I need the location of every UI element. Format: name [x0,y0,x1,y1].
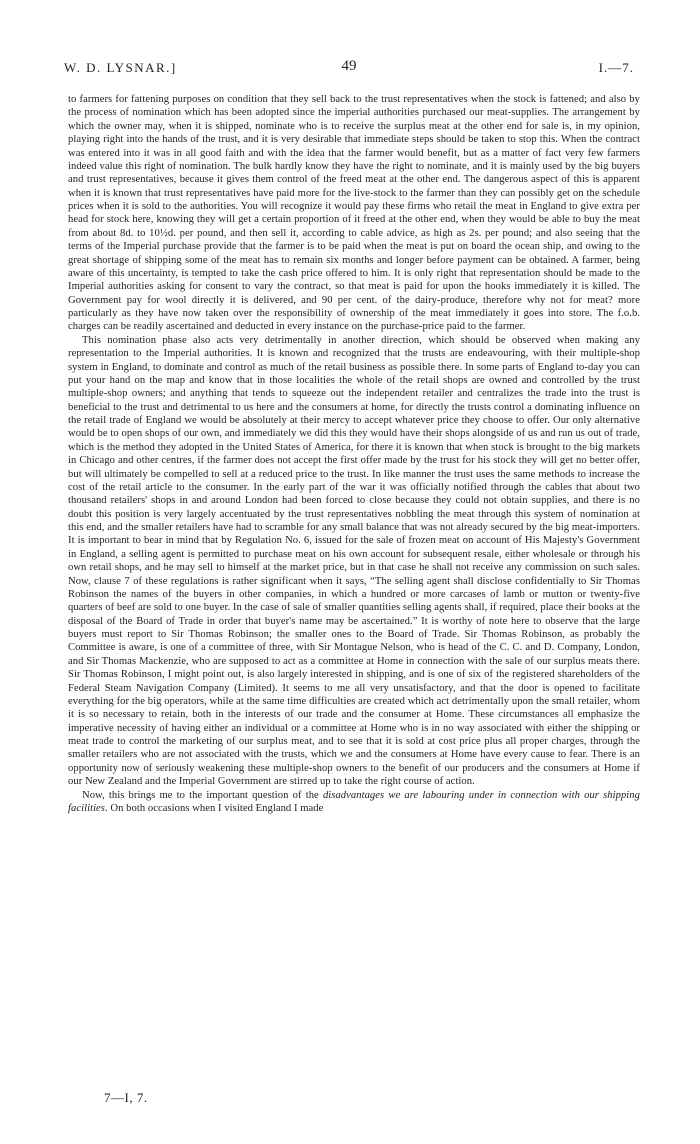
page-header [64,60,634,80]
paragraph-3-text-before: Now, this brings me to the important question of the [82,789,323,801]
paragraph-3 [68,789,640,816]
body-text [68,93,640,815]
paragraph-3-text-after: . On both occasions when I visited England I made [104,802,324,814]
paragraph-2: This nomination phase also acts very detrimentally in another direction, which should be observed when making any representation to the Imperial authorities. It is known and recognized that the trusts are endeavouring, with their multiple-shop system in England, to dominate and control as much of the retail business as possible there. In some parts of England to-day you can put your hand on the map and know that in those localities the whole of the retail shops are owned and controlled by the trust multiple-shop owners; and anything that tends to squeeze out the independent retailer and centralizes the trade into the trust is beneficial to the trust and detrimental to us here and the consumers at home, for directly the trusts control a dominating influence on the retail trade of England we would be absolutely at their mercy to accept whatever price they choose to offer. Our only alternative would be to open shops of our own, and immediately we did this they would have their shops alongside of us and run us out of trade, which is the method they adopted in the United States of America, for there it is known that when stock is brought to the big markets in Chicago and other centres, if the farmer does not accept the first offer made by the trust for his stock they will get no better offer, but will ultimately be compelled to sell at a reduced price to the trust. In like manner the trust uses the same methods to increase the cost of the retail article to the consumer. In the early part of the war it was officially notified through the cables that about two thousand retailers' shops in and around London had been forced to close because they could not obtain supplies, and there is no doubt this position is very largely accentuated by the trust representatives nobbling the meat through this system of nomination at this end, and the smaller retailers have had to scramble for any small balance that was not already secured by the big meat-importers. It is important to bear in mind that by Regulation No. 6, issued for the sale of frozen meat on account of His Majesty's Government in England, a selling agent is permitted to purchase meat on his own account for subsequent resale, either wholesale or through his own retail shops, and he may sell to himself at the market price, but in that case he shall not receive any commission on such sales. Now, clause 7 of these regulations is rather significant when it says, “The selling agent shall disclose confidentially to Sir Thomas Robinson the names of the buyers in other companies, in which a hundred or more carcases of lamb or mutton or twenty-five quarters of beef are sold to one buyer. In the case of sale of smaller quantities selling agents shall, if required, place their books at the disposal of the Board of Trade in order that buyer's name may be ascertained.” It is worthy of note here to observe that the large buyers must report to Sir Thomas Robinson; the smaller ones to the Board of Trade. Sir Thomas Robinson, as probably the Committee is aware, is one of a committee of three, with Sir Montague Nelson, who is head of the C. C. and D. Company, London, and Sir Thomas Mackenzie, who are supposed to act as a committee at Home in connection with the sale of our surplus meats there. Sir Thomas Robinson, I might point out, is also largely interested in shipping, and is one of six of the registered shareholders of the Federal Steam Navigation Company (Limited). It seems to me all very unsatisfactory, and that the door is opened to facilitate everything for the big operators, while at the same time difficulties are created which act detrimentally upon the small retailer, whom it is so necessary to retain, both in the interests of our trade and the consumer at Home. These circumstances all emphasize the imperative necessity of having either an individual or a committee at Home who is in no way associated with either the shipping or meat trade to control the marketing of our surplus meat, and to see that it is sold at cost price plus all proper charges, through the smaller retailers who are not associated with the trusts, which we and the consumers at Home have every cause to fear. There is an opportunity now of seriously weakening these multiple-shop owners to the benefit of our producers and the consumers at Home if our New Zealand and the Imperial Government are stirred up to take the right course of action. [68,334,640,788]
header-document-ref: I.—7. [598,60,634,75]
page-number: 49 [341,58,357,74]
paragraph-3-italic-phrase: disadvantages we are labouring under in connection with our shipping facilities [68,789,640,814]
paragraph-1: to farmers for fattening purposes on condition that they sell back to the trust representatives when the stock is fattened; and also by the process of nomination which has been adopted since the imperial authorities purchased our meat-supplies. The arrangement by which the owner may, when it is shipped, nominate who is to receive the surplus meat at the other end for sale is, in my opinion, playing right into the hands of the trust, and it is very desirable that immediate steps should be taken to stop this. When the contract was entered into it was in all good faith and with the idea that the farmer would benefit, but as a matter of fact very few farmers indeed value this right of nomination. The bulk hardly know they have the right to nominate, and it is mainly used by the big buyers and trust representatives, because it gives them control of the freed meat at the other end. The dangerous aspect of this is apparent when it is known that trust representatives have paid more for the live-stock to the farmer than they can possibly get on the schedule prices when it is sold to the authorities. You will recognize it would pay these firms who retail the meat in England to give extra per head for stock here, knowing they will get a certain proportion of it freed at the other end, when they would be able to buy the meat from about 8d. to 10½d. per pound, and then sell it, according to cable advice, as high as 2s. per pound; and also seeing that the terms of the Imperial purchase provide that the farmer is to be paid when the meat is put on board the ocean ship, and owing to the great shortage of shipping some of the meat has to remain six months and longer before payment can be obtained. A farmer, being aware of this uncertainty, is tempted to take the cash price offered to him. It is only right that representation should be made to the Imperial authorities asking for consent to vary the contract, so that meat is paid for upon the hooks immediately it is killed. The Government pay for wool directly it is delivered, and 90 per cent. of the dairy-produce, therefore why not for meat? more particularly as they have now taken over the responsibility of ownership of the meat immediately it goes into store. The f.o.b. charges can be readily ascertained and deducted in every instance on the purchase-price paid to the farmer. [68,94,640,333]
header-author: W. D. LYSNAR.] [64,60,177,75]
signature-mark: 7—I, 7. [104,1090,148,1105]
